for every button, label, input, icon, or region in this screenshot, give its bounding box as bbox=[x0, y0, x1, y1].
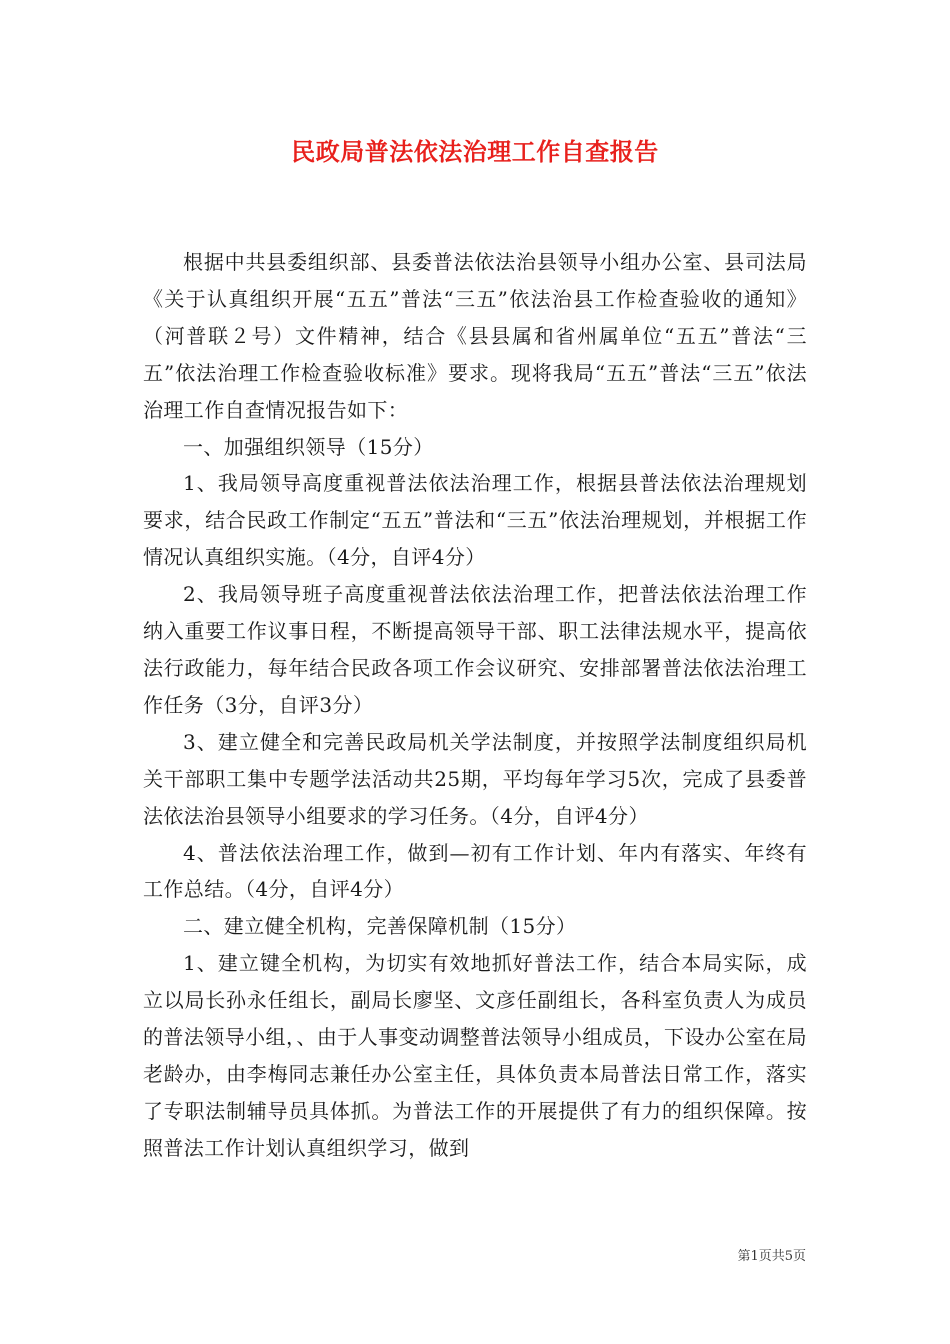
section-1-item-1: 1、我局领导高度重视普法依法治理工作，根据县普法依法治理规划要求，结合民政工作制定“五五”普法和“三五”依法治理规划，并根据工作情况认真组织实施。（4分，自评4分） bbox=[143, 471, 807, 570]
document-title: 民政局普法依法治理工作自查报告 bbox=[291, 137, 659, 166]
section-2-item-1: 1、建立键全机构，为切实有效地抓好普法工作，结合本局实际，成立以局长孙永任组长，副局长廖坚、文彦任副组长，各科室负责人为成员的普法领导小组，、由于人事变动调整普法领导小组成员，下设办公室在局老龄办，由李梅同志兼任办公室主任，具体负责本局普法日常工作，落实了专职法制辅导员具体抓。为普法工作的开展提供了有力的组织保障。按照普法工作计划认真组织学习，做到 bbox=[143, 951, 807, 1160]
page-number-footer: 第1页共5页 bbox=[737, 1249, 806, 1264]
section-1-item-4: 4、普法依法治理工作，做到—初有工作计划、年内有落实、年终有工作总结。（4分，自评4分） bbox=[143, 840, 807, 902]
document-body bbox=[143, 244, 807, 1167]
section-1-item-2: 2、我局领导班子高度重视普法依法治理工作，把普法依法治理工作纳入重要工作议事日程，不断提高领导干部、职工法律法规水平，提高依法行政能力，每年结合民政各项工作会议研究、安排部署普法依法治理工作任务（3分，自评3分） bbox=[143, 582, 807, 717]
section-1-item-3: 3、建立健全和完善民政局机关学法制度，并按照学法制度组织局机关干部职工集中专题学法活动共25期，平均每年学习5次，完成了县委普法依法治县领导小组要求的学习任务。（4分，自评4分） bbox=[143, 729, 807, 828]
intro-paragraph: 根据中共县委组织部、县委普法依法治县领导小组办公室、县司法局《关于认真组织开展“五五”普法“三五”依法治县工作检查验收的通知》（河普联２号）文件精神，结合《县县属和省州属单位“五五”普法“三五”依法治理工作检查验收标准》要求。现将我局“五五”普法“三五”依法治理工作自查情况报告如下： bbox=[143, 250, 807, 422]
section-heading-1: 一、加强组织领导（15分） bbox=[183, 434, 434, 459]
section-heading-2: 二、建立健全机构，完善保障机制（15分） bbox=[183, 914, 577, 939]
